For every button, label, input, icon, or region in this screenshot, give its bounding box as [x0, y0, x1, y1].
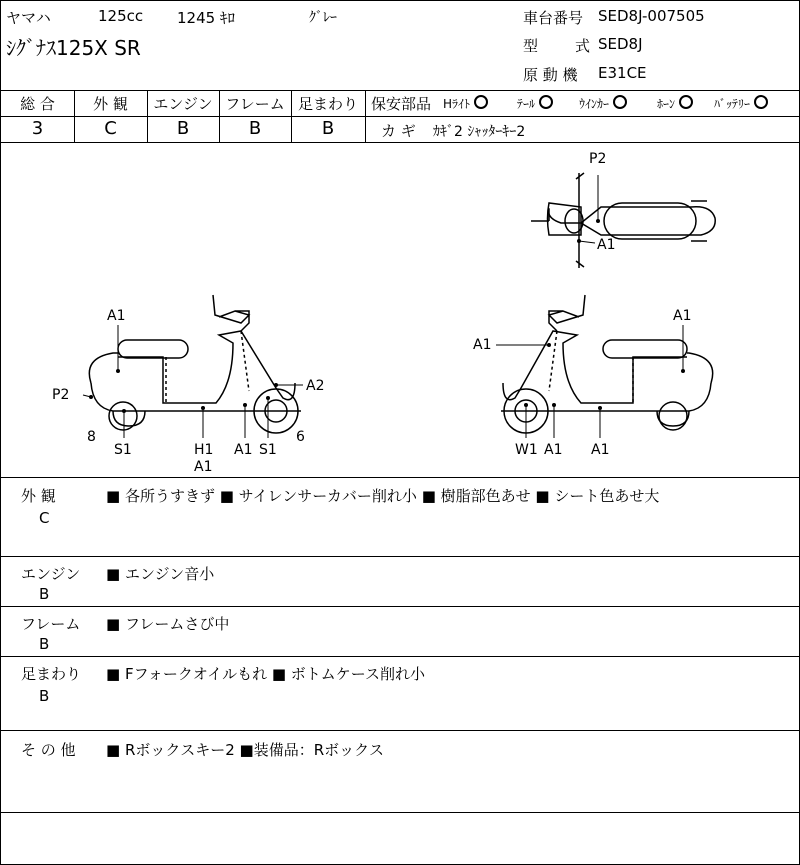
detail-engine-label: エンジン [21, 565, 81, 583]
detail-other-label: そ の 他 [21, 741, 76, 759]
scooter-top-view [531, 173, 715, 268]
grade-exterior: C [104, 118, 117, 139]
grade-frame: B [248, 118, 262, 139]
label-right-a1-floor: A1 [591, 442, 610, 458]
grade-engine: B [176, 118, 190, 139]
color: ｸﾞﾚｰ [309, 10, 337, 26]
label-left-6: 6 [296, 429, 305, 445]
grade-overall: 3 [31, 118, 44, 139]
detail-frame-text: ■ フレームさび中 [106, 615, 230, 633]
grade-header-overall: 総 合 [20, 95, 55, 113]
label-right-a1-low: A1 [544, 442, 563, 458]
ok-circle-icon [754, 95, 768, 109]
label-left-s1-front: S1 [259, 442, 277, 458]
detail-exterior-grade: C [39, 509, 50, 527]
label-top-p2: P2 [589, 151, 607, 167]
detail-exterior-label: 外 観 [21, 487, 56, 505]
part-headlight: Hﾗｲﾄ [443, 95, 488, 112]
detail-frame-grade: B [39, 635, 50, 653]
key-value: ｶｷﾞ2 ｼｬｯﾀｰｷｰ2 [433, 124, 526, 140]
leader-lines [83, 175, 683, 438]
part-battery: ﾊﾞｯﾃﾘｰ [714, 95, 768, 112]
label-right-a1-front: A1 [473, 337, 492, 353]
label-left-8: 8 [87, 429, 96, 445]
mileage: 1245 ｷﾛ [177, 9, 235, 27]
maker: ヤマハ [6, 9, 51, 27]
ok-circle-icon [474, 95, 488, 109]
type-label-1: 型 [523, 37, 539, 55]
label-left-a1-front: A1 [234, 442, 253, 458]
grade-header-suspension: 足まわり [297, 95, 358, 113]
frame-no-label: 車台番号 [523, 9, 584, 27]
detail-suspension-text: ■ Fフォークオイルもれ ■ ボトムケース削れ小 [106, 665, 426, 683]
label-left-h1: H1 [194, 442, 214, 458]
part-winker: ｳｲﾝｶｰ [579, 95, 627, 112]
ok-circle-icon [613, 95, 627, 109]
label-left-a1-floor: A1 [194, 459, 213, 475]
detail-engine-text: ■ エンジン音小 [106, 565, 215, 583]
detail-other-text: ■ Rボックスキー2 ■装備品：Rボックス [106, 741, 384, 759]
part-tail: ﾃｰﾙ [517, 95, 553, 112]
damage-markers [89, 219, 685, 413]
model-name: ｼｸﾞﾅｽ125X SR [6, 36, 141, 60]
detail-suspension-grade: B [39, 687, 50, 705]
label-right-a1-seat: A1 [673, 308, 692, 324]
frame-no: SED8J-007505 [598, 7, 705, 25]
type-label-2: 式 [575, 37, 591, 55]
part-horn: ﾎｰﾝ [657, 95, 693, 112]
engine-label: 原 動 機 [523, 66, 578, 84]
label-left-p2: P2 [52, 387, 70, 403]
displacement: 125cc [98, 7, 144, 25]
label-top-a1: A1 [597, 237, 616, 253]
label-right-w1: W1 [515, 442, 538, 458]
engine-value: E31CE [598, 64, 647, 82]
detail-suspension-label: 足まわり [21, 665, 82, 683]
label-left-a1-seat: A1 [107, 308, 126, 324]
ok-circle-icon [539, 95, 553, 109]
type-value: SED8J [598, 35, 643, 53]
grade-header-frame: フレーム [225, 95, 285, 113]
label-left-s1-rear: S1 [114, 442, 132, 458]
detail-engine-grade: B [39, 585, 50, 603]
parts-label: 保安部品 [371, 95, 432, 113]
detail-exterior-text: ■ 各所うすきず ■ サイレンサーカバー削れ小 ■ 樹脂部色あせ ■ シート色あせ大 [106, 487, 660, 505]
grade-header-engine: エンジン [153, 95, 213, 113]
label-left-a2: A2 [306, 378, 325, 394]
detail-frame-label: フレーム [21, 615, 81, 633]
ok-circle-icon [679, 95, 693, 109]
key-label: カ ギ [381, 122, 416, 140]
grade-suspension: B [321, 118, 335, 139]
grade-header-exterior: 外 観 [93, 95, 128, 113]
